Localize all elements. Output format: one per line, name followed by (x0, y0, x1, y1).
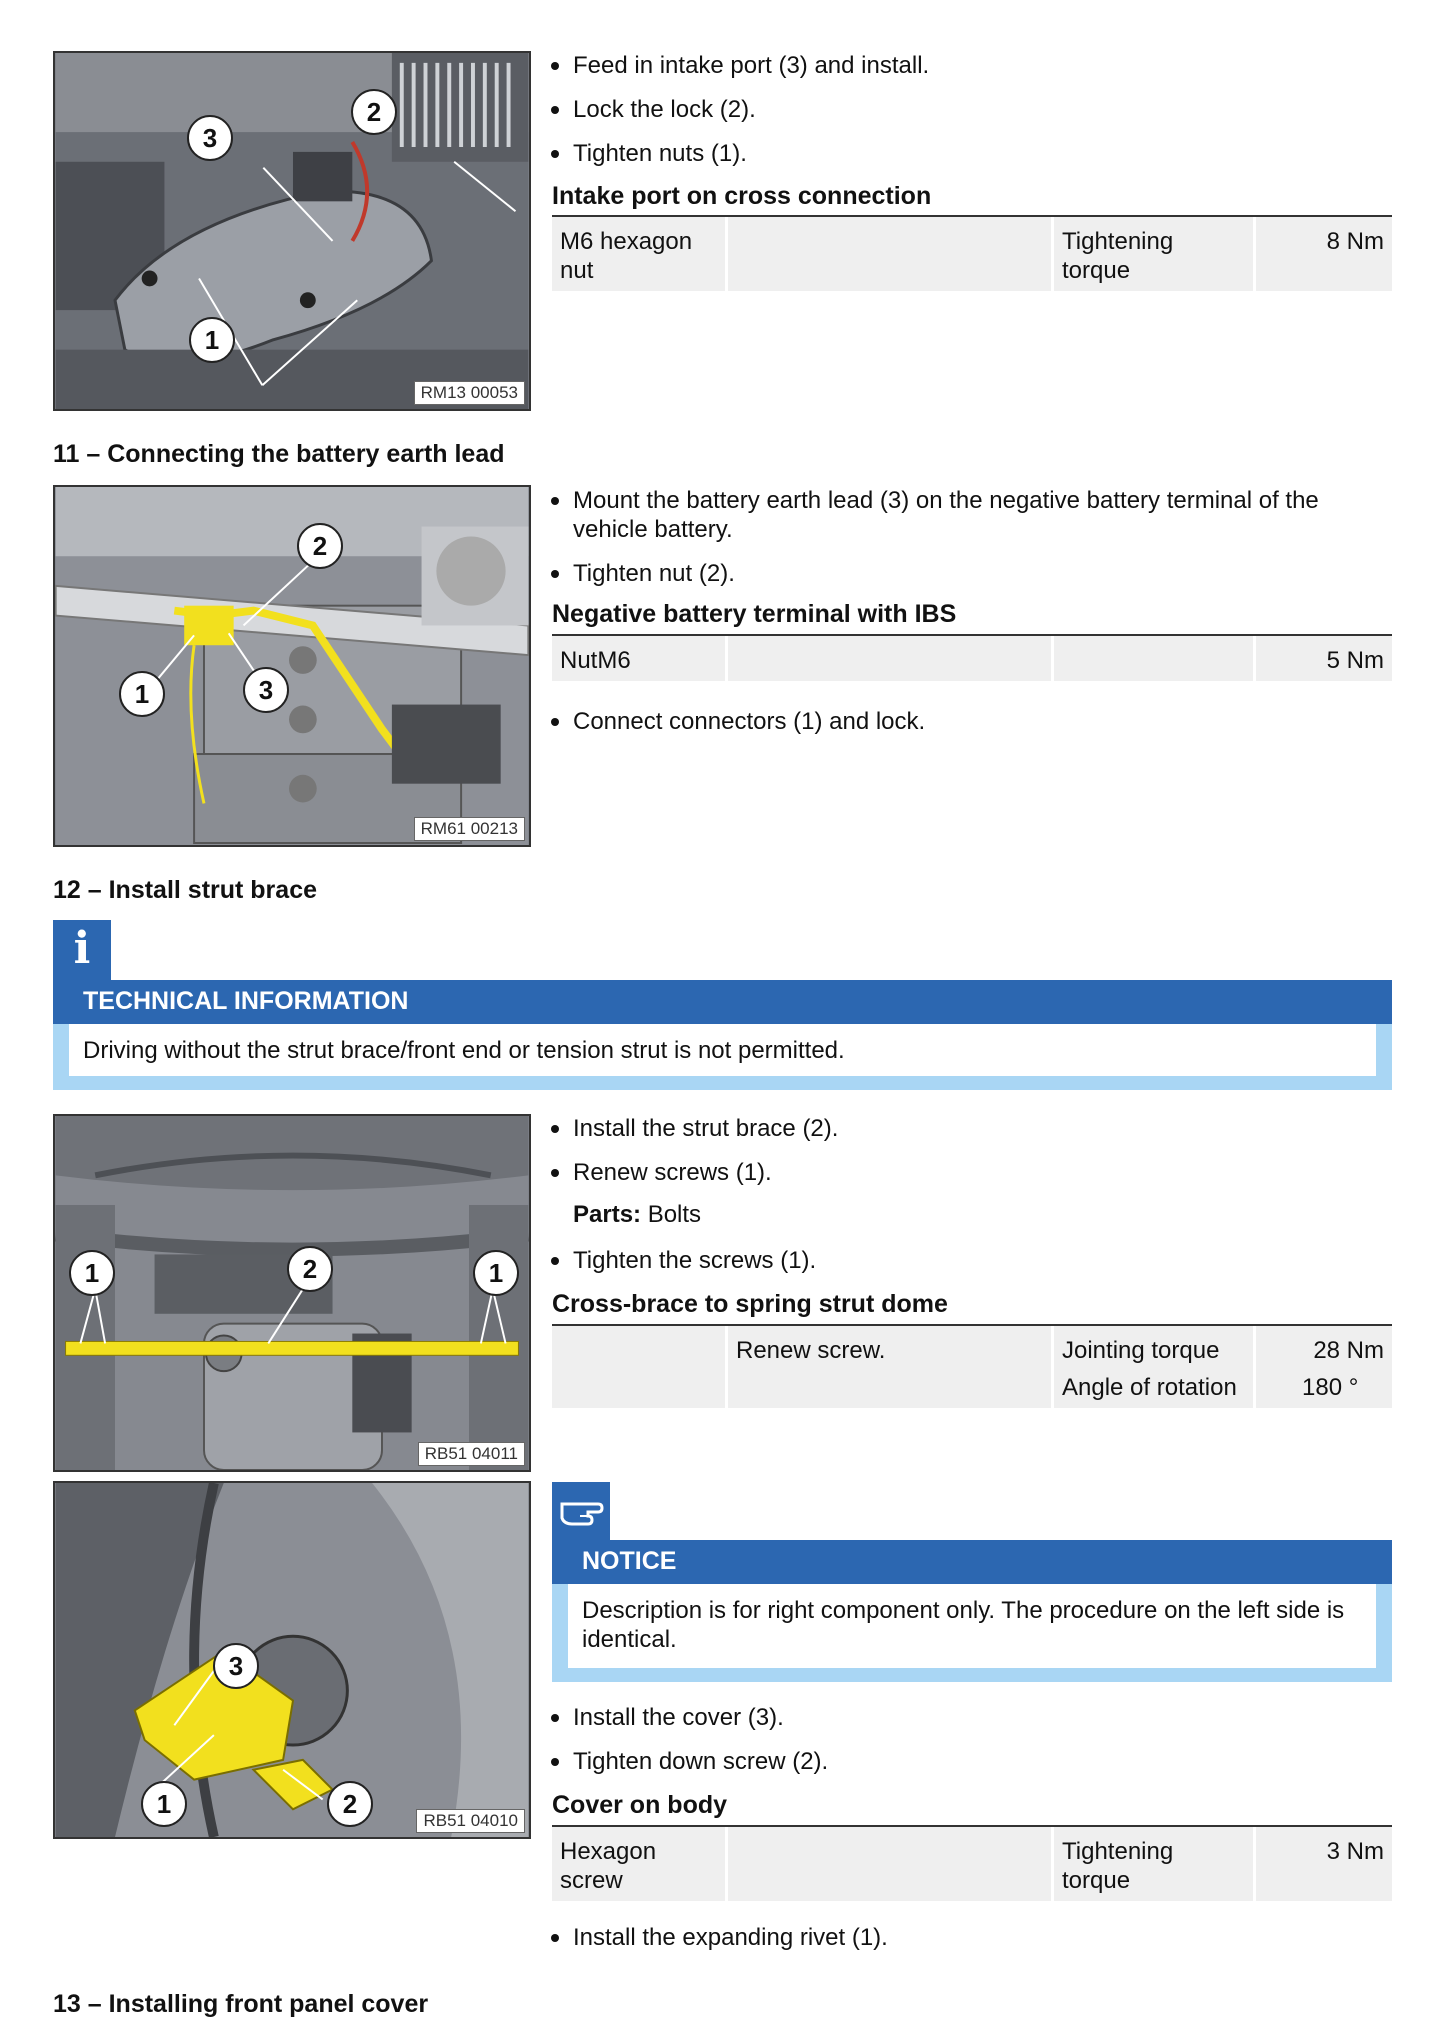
table-cell: Angle of rotation (1054, 1371, 1256, 1408)
technical-information-box (53, 920, 1392, 1090)
bullet-list (548, 1703, 1348, 1791)
spec-title: Cover on body (552, 1791, 728, 1819)
callout-1: 1 (141, 1781, 187, 1827)
table-row (552, 217, 1392, 291)
table-cell: Renew screw. (728, 1326, 1054, 1371)
figure-strut-brace (53, 1114, 531, 1472)
figure-intake-port (53, 51, 531, 411)
section-heading-13: 13 – Installing front panel cover (53, 1990, 429, 2018)
table-cell (728, 1371, 1054, 1408)
pointing-hand-glyph (552, 1482, 610, 1540)
notice-title: NOTICE (552, 1540, 1392, 1584)
table-cell: Tightening torque (1054, 1827, 1256, 1901)
figure-code: RB51 04011 (418, 1442, 525, 1466)
callout-1-left: 1 (69, 1250, 115, 1296)
table-row (552, 1371, 1392, 1408)
callout-1-right: 1 (473, 1250, 519, 1296)
table-cell: 5 Nm (1326, 647, 1384, 674)
bullet-list (548, 707, 1348, 751)
pointing-hand-icon (552, 1482, 610, 1540)
cover-illustration (55, 1483, 529, 1837)
callout-3: 3 (187, 115, 233, 161)
list-item: Renew screws (1). (548, 1158, 1348, 1187)
callout-1: 1 (189, 317, 235, 363)
section-heading-11: 11 – Connecting the battery earth lead (53, 440, 505, 468)
callout-2: 2 (351, 89, 397, 135)
list-item: Mount the battery earth lead (3) on the negative battery terminal of the vehicle battery. (548, 486, 1348, 544)
table-row (552, 1827, 1392, 1901)
table-row (552, 636, 1392, 681)
table-cell: Jointing torque (1054, 1326, 1256, 1371)
table-cell: Hexagon screw (552, 1827, 728, 1901)
bullet-list (548, 1246, 1348, 1290)
bullet-list (548, 1923, 1348, 1967)
notice-box (552, 1482, 1392, 1682)
table-cell (728, 636, 1054, 681)
table-cell (552, 1326, 728, 1371)
table-cell (1054, 636, 1256, 681)
callout-2: 2 (297, 523, 343, 569)
spec-title: Cross-brace to spring strut dome (552, 1290, 948, 1318)
table-cell: NutM6 (552, 636, 728, 681)
list-item: Install the expanding rivet (1). (548, 1923, 1348, 1952)
parts-value: Bolts (647, 1201, 702, 1228)
figure-code: RB51 04010 (416, 1809, 525, 1833)
info-title: TECHNICAL INFORMATION (53, 980, 1392, 1024)
list-item: Tighten the screws (1). (548, 1246, 1348, 1275)
figure-cover-on-body (53, 1481, 531, 1839)
spec-table (552, 215, 1392, 291)
info-icon: i (53, 920, 111, 980)
table-cell: 28 Nm (1313, 1337, 1384, 1364)
table-cell (728, 217, 1054, 291)
callout-3: 3 (243, 667, 289, 713)
callout-1: 1 (119, 671, 165, 717)
list-item: Feed in intake port (3) and install. (548, 51, 1348, 80)
list-item: Tighten nut (2). (548, 559, 1348, 588)
callout-3: 3 (213, 1643, 259, 1689)
parts-label: Parts: (573, 1201, 642, 1228)
spec-table (552, 1324, 1392, 1408)
section-heading-12: 12 – Install strut brace (53, 876, 318, 904)
table-cell (552, 1371, 728, 1408)
spec-table (552, 634, 1392, 681)
table-cell: 180 ° (1302, 1374, 1359, 1401)
figure-code: RM13 00053 (414, 381, 525, 405)
callout-2: 2 (327, 1781, 373, 1827)
list-item: Tighten nuts (1). (548, 139, 1348, 168)
parts-line (573, 1201, 701, 1229)
bullet-list (548, 51, 1348, 183)
list-item: Install the cover (3). (548, 1703, 1348, 1732)
list-item: Lock the lock (2). (548, 95, 1348, 124)
strut-brace-illustration (55, 1116, 529, 1470)
list-item: Install the strut brace (2). (548, 1114, 1348, 1143)
intake-port-illustration (55, 53, 529, 409)
table-cell: 8 Nm (1326, 228, 1384, 255)
battery-illustration (55, 487, 529, 845)
bullet-list (548, 486, 1348, 603)
spec-title: Negative battery terminal with IBS (552, 600, 957, 628)
list-item: Tighten down screw (2). (548, 1747, 1348, 1776)
spec-title: Intake port on cross connection (552, 182, 932, 210)
figure-code: RM61 00213 (414, 817, 525, 841)
table-cell: Tightening torque (1054, 217, 1256, 291)
figure-battery-earth-lead (53, 485, 531, 847)
table-cell: M6 hexagon nut (552, 217, 728, 291)
bullet-list (548, 1114, 1348, 1202)
table-cell: 3 Nm (1326, 1838, 1384, 1865)
table-cell (728, 1827, 1054, 1901)
table-row (552, 1326, 1392, 1371)
notice-text: Description is for right component only. The procedure on the left side is identical. (568, 1584, 1376, 1668)
spec-table (552, 1825, 1392, 1901)
list-item: Connect connectors (1) and lock. (548, 707, 1348, 736)
info-text: Driving without the strut brace/front end or tension strut is not permitted. (69, 1024, 1376, 1076)
callout-2: 2 (287, 1246, 333, 1292)
